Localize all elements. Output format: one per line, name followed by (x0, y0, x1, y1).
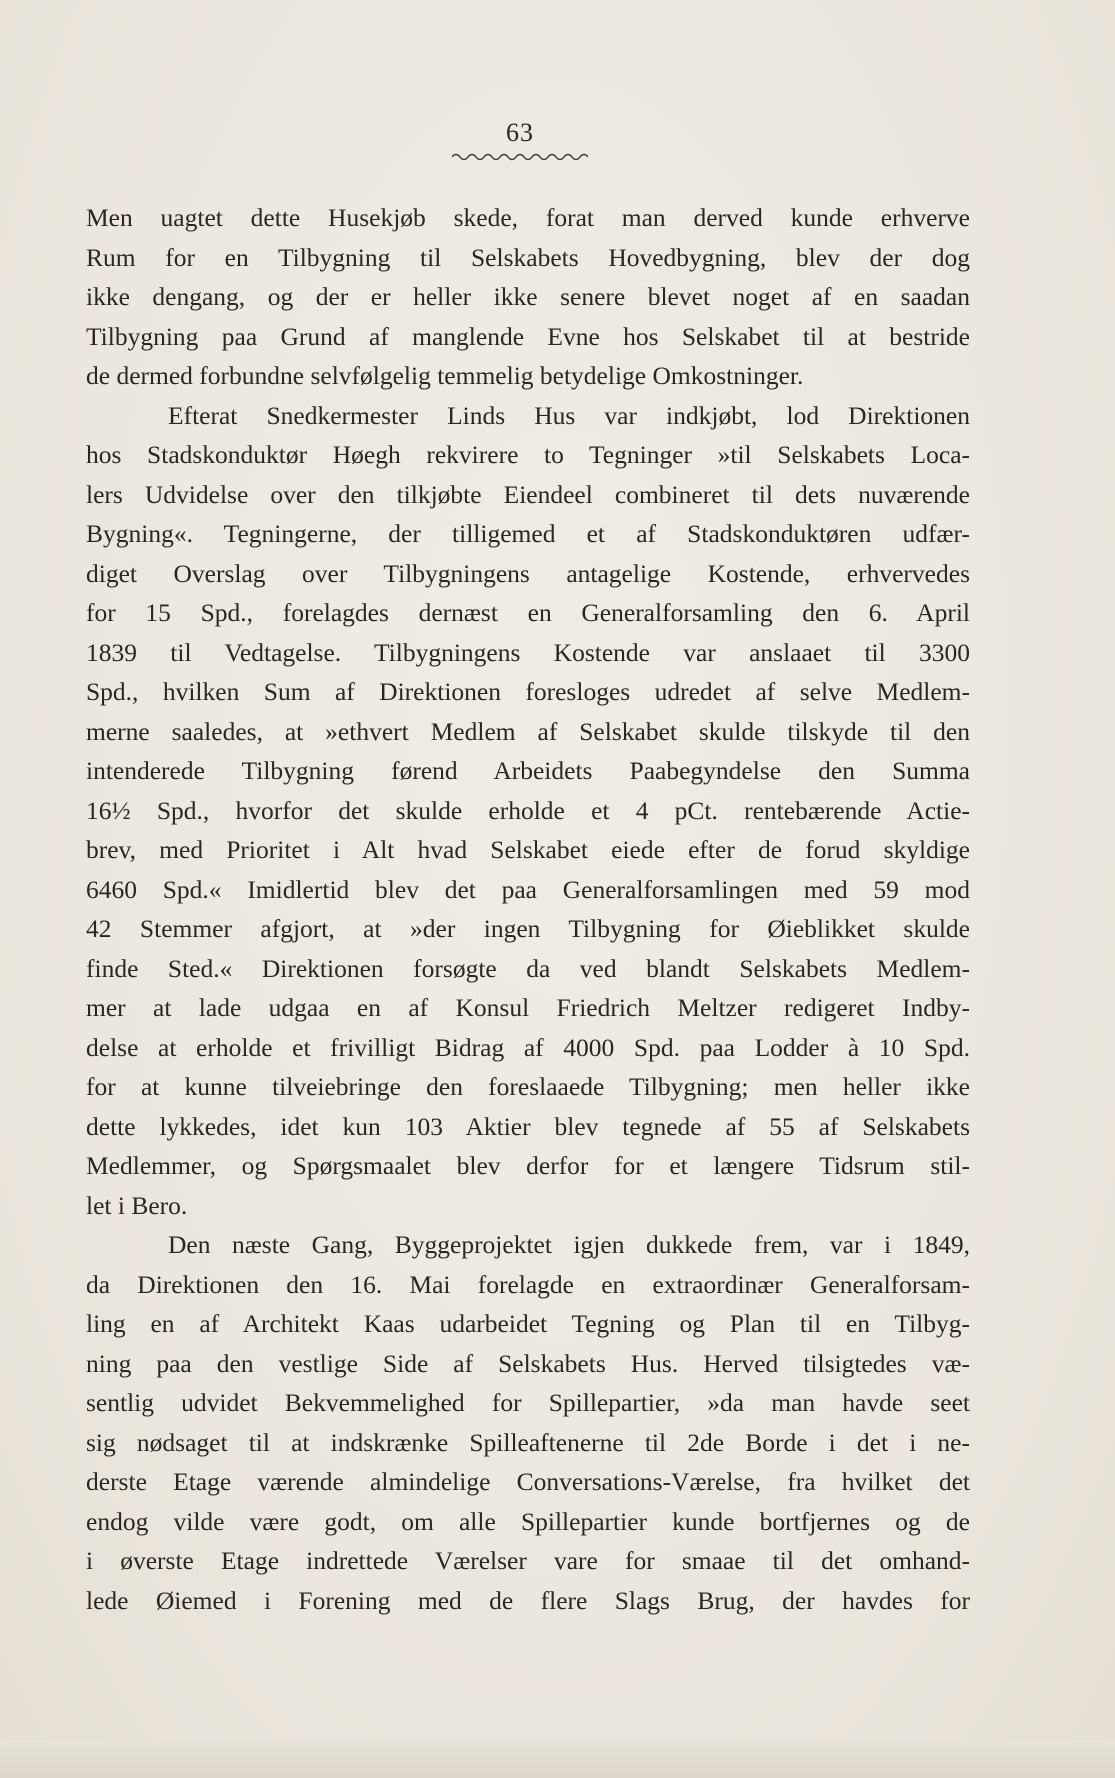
text-line: endog vilde være godt, om alle Spillepartier kunde bortfjernes og de (86, 1506, 970, 1536)
text-line: 1839 til Vedtagelse. Tilbygningens Kostende var anslaaet til 3300 (86, 637, 970, 667)
text-line: Spd., hvilken Sum af Direktionen foresloges udredet af selve Medlem- (86, 677, 970, 706)
text-line: hos Stadskonduktør Høegh rekvirere to Tegninger »til Selskabets Loca- (86, 440, 970, 469)
text-line: de dermed forbundne selvfølgelig temmelig betydelige Omkostninger. (86, 361, 804, 390)
page-bottom-edge (0, 1740, 1115, 1778)
text-line: brev, med Prioritet i Alt hvad Selskabet eiede efter de forud skyldige (86, 835, 970, 864)
text-line: lede Øiemed i Forening med de flere Slags Brug, der havdes for (86, 1585, 970, 1615)
text-line: Medlemmer, og Spørgsmaalet blev derfor for et længere Tidsrum stil- (86, 1151, 970, 1180)
text-line: ling en af Architekt Kaas udarbeidet Tegning og Plan til en Tilbyg- (86, 1309, 970, 1338)
wavy-rule-icon (452, 152, 588, 162)
text-line: let i Bero. (86, 1190, 188, 1220)
text-line: Efterat Snedkermester Linds Hus var indkjøbt, lod Direktionen (168, 400, 970, 430)
body-text (86, 198, 970, 1620)
text-line: lers Udvidelse over den tilkjøbte Eiendeel combineret til dets nuværende (86, 479, 970, 509)
text-line: 42 Stemmer afgjort, at »der ingen Tilbygning for Øieblikket skulde (86, 914, 970, 943)
text-line: 6460 Spd.« Imidlertid blev det paa Generalforsamlingen med 59 mod (86, 874, 970, 904)
text-line: Men uagtet dette Husekjøb skede, forat man derved kunde erhverve (86, 203, 970, 232)
text-line: dette lykkedes, idet kun 103 Aktier blev tegnede af 55 af Selskabets (86, 1111, 970, 1141)
text-line: 16½ Spd., hvorfor det skulde erholde et 4 pCt. rentebærende Actie- (86, 795, 970, 825)
text-line: da Direktionen den 16. Mai forelagde en extraordinær Generalforsam- (86, 1269, 970, 1299)
text-line: Bygning«. Tegningerne, der tilligemed et af Stadskonduktøren udfær- (86, 519, 970, 548)
text-line: merne saaledes, at »ethvert Medlem af Selskabet skulde tilskyde til den (86, 716, 970, 746)
text-line: Den næste Gang, Byggeprojektet igjen dukkede frem, var i 1849, (168, 1230, 970, 1259)
text-line: Tilbygning paa Grund af manglende Evne hos Selskabet til at bestride (86, 321, 970, 351)
text-line: ning paa den vestlige Side af Selskabets Hus. Herved tilsigtedes væ- (86, 1348, 970, 1378)
text-line: ikke dengang, og der er heller ikke senere blevet noget af en saadan (86, 282, 970, 311)
page-number: 63 (506, 118, 534, 147)
text-line: diget Overslag over Tilbygningens antagelige Kostende, erhvervedes (86, 558, 970, 588)
text-line: intenderede Tilbygning førend Arbeidets Paabegyndelse den Summa (86, 756, 970, 785)
text-line: sentlig udvidet Bekvemmelighed for Spillepartier, »da man havde seet (86, 1388, 970, 1417)
text-line: sig nødsaget til at indskrænke Spilleaftenerne til 2de Borde i det i ne- (86, 1427, 970, 1457)
text-line: for 15 Spd., forelagdes dernæst en Generalforsamling den 6. April (86, 598, 970, 627)
text-line: delse at erholde et frivilligt Bidrag af 4000 Spd. paa Lodder à 10 Spd. (86, 1032, 970, 1062)
text-line: mer at lade udgaa en af Konsul Friedrich Meltzer redigeret Indby- (86, 993, 970, 1022)
text-line: derste Etage værende almindelige Conversations-Værelse, fra hvilket det (86, 1467, 970, 1496)
text-line: for at kunne tilveiebringe den foreslaaede Tilbygning; men heller ikke (86, 1072, 970, 1101)
text-line: i øverste Etage indrettede Værelser vare for smaae til det omhand- (86, 1546, 970, 1575)
text-line: Rum for en Tilbygning til Selskabets Hovedbygning, blev der dog (86, 242, 970, 272)
text-line: finde Sted.« Direktionen forsøgte da ved blandt Selskabets Medlem- (86, 953, 970, 983)
